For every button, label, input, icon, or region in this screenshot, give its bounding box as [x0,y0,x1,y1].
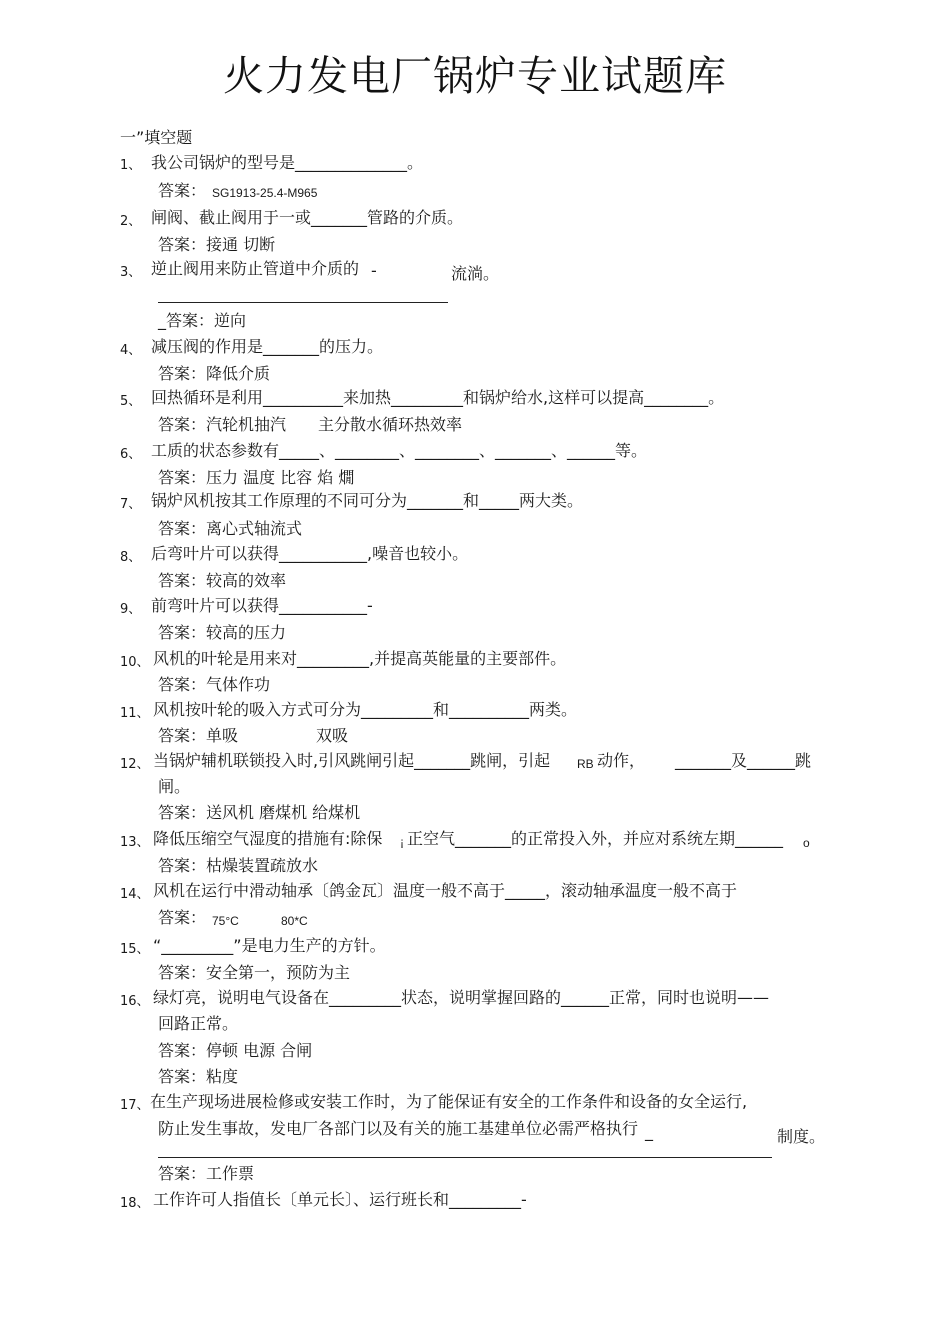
answer-label: 答案： [158,181,207,200]
question-text: 回热循环是利用__________来加热_________和锅炉给水,这样可以提高________。 [151,388,725,407]
question-tail: o [803,836,810,850]
question-number: 17、 [120,1098,150,1113]
question-text: 锅炉风机按其工作原理的不同可分为_______和_____两大类。 [151,491,584,510]
answer-value: 80*C [281,914,308,928]
answer-text: 答案：较高的效率 [158,571,287,590]
question-text: 正空气_______的正常投入外，并应对系统左期______ [407,829,784,848]
question-dash: _ [645,1122,653,1141]
question-number: 15、 [120,942,150,957]
answer-text: 答案：汽轮机抽汽 主分散水循环热效率 [158,415,463,434]
answer-text: 答案：气体作功 [158,675,271,694]
answer-text: 双吸 [316,726,349,745]
question-text: “_________”是电力生产的方针。 [153,936,386,955]
question-number: 1、 [120,158,142,173]
question-number: 5、 [120,394,142,409]
answer-text: _答案：逆向 [158,311,247,330]
question-text: 当锅炉辅机联锁投入时,引风跳闸引起_______跳闸，引起 [153,751,551,770]
question-tail: 制度。 [777,1127,826,1146]
answer-text: 答案：送风机 磨煤机 给煤机 [158,803,361,822]
answer-value: SG1913-25.4-M965 [212,186,318,200]
question-number: 12、 [120,757,150,772]
rb-label: RB [577,757,594,771]
answer-text: 答案：较高的压力 [158,623,287,642]
question-continuation: 回路正常。 [158,1014,239,1033]
question-text: 后弯叶片可以获得___________,噪音也较小。 [151,544,469,563]
question-number: 18、 [120,1196,150,1211]
question-continuation: 闸。 [158,777,191,796]
question-text: 动作， [597,751,646,770]
answer-text: 答案：停顿 电源 合闸 [158,1041,313,1060]
question-number: 16、 [120,994,150,1009]
question-text: 绿灯亮，说明电气设备在_________状态，说明掌握回路的______正常，同时也说明—— [153,988,770,1007]
question-text: 我公司锅炉的型号是______________。 [151,153,424,172]
question-number: 3、 [120,265,142,280]
question-text: 工作许可人指值长〔单元长〕、运行班长和_________- [153,1190,527,1209]
answer-text: 答案：压力 温度 比容 焰 燗 [158,468,355,487]
question-text: 风机在运行中滑动轴承〔鸽金瓦〕温度一般不高于_____，滚动轴承温度一般不高于 [153,881,738,900]
question-number: 11、 [120,706,150,721]
question-text: 减压阀的作用是_______的压力。 [151,337,384,356]
question-number: 2、 [120,214,142,229]
blank-line [158,1157,772,1158]
answer-text: 答案：单吸 [158,726,239,745]
answer-text: 答案：工作票 [158,1164,255,1183]
answer-text: 答案：离心式轴流式 [158,519,303,538]
question-text: 闸阀、截止阀用于一或_______管路的介质。 [151,208,464,227]
question-text: 逆止阀用来防止管道中介质的 [151,259,360,278]
blank-line [158,302,448,303]
question-number: 14、 [120,887,150,902]
question-text: 风机按叶轮的吸入方式可分为_________和__________两类。 [153,700,578,719]
question-number: 4、 [120,343,142,358]
question-number: 9、 [120,602,142,617]
answer-text: 答案：安全第一，预防为主 [158,963,351,982]
document-title: 火力发电厂锅炉专业试题库 [223,52,727,100]
question-text: _______及______跳 [675,751,812,770]
question-tail: 流淌。 [451,264,500,283]
question-continuation: 防止发生事故，发电厂各部门以及有关的施工基建单位必需严格执行 [158,1119,639,1138]
section-heading: 一”填空题 [120,128,193,147]
question-number: 8、 [120,550,142,565]
question-number: 13、 [120,835,150,850]
answer-text: 答案：降低介质 [158,364,271,383]
answer-value: 75°C [212,914,239,928]
question-number: 7、 [120,497,142,512]
answer-label: 答案： [158,908,207,927]
question-text: 降低压缩空气湿度的措施有:除保 [153,829,383,848]
answer-text: 答案：枯燥装置疏放水 [158,856,319,875]
question-number: 6、 [120,447,142,462]
question-text: 在生产现场进展检修或安装工作时，为了能保证有安全的工作条件和设备的女全运行, [150,1092,748,1111]
question-number: 10、 [120,655,150,670]
question-text: 前弯叶片可以获得___________- [151,596,373,615]
question-mark: ¡ [400,835,404,849]
question-text: 工质的状态参数有_____、________、________、_______、______等。 [151,441,648,460]
answer-text: 答案：粘度 [158,1067,239,1086]
answer-text: 答案：接通 切断 [158,235,276,254]
question-dash: - [371,261,377,280]
question-text: 风机的叶轮是用来对_________,并提高英能量的主要部件。 [153,649,567,668]
